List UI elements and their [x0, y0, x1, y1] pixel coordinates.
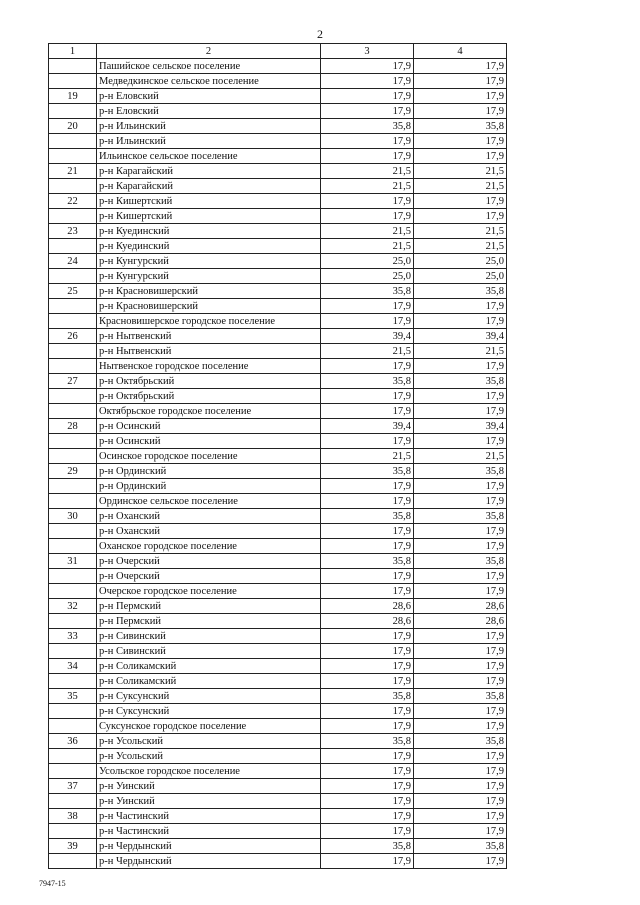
- table-row: [49, 254, 507, 269]
- row-col4-cell: 17,9: [414, 719, 507, 734]
- row-col3-cell: 17,9: [321, 104, 414, 119]
- row-col3-cell: 35,8: [321, 119, 414, 134]
- row-col4-cell: 35,8: [414, 284, 507, 299]
- row-number-cell: 26: [49, 329, 97, 344]
- row-col4-cell: 21,5: [414, 449, 507, 464]
- row-name-cell: р-н Красновишерский: [97, 284, 321, 299]
- row-number-cell: [49, 479, 97, 494]
- row-col4-cell: 17,9: [414, 359, 507, 374]
- row-col4-cell: 17,9: [414, 494, 507, 509]
- table-row: [49, 629, 507, 644]
- table-row: [49, 509, 507, 524]
- row-name-cell: Пашийское сельское поселение: [97, 59, 321, 74]
- row-number-cell: [49, 104, 97, 119]
- row-col4-cell: 17,9: [414, 794, 507, 809]
- row-name-cell: р-н Карагайский: [97, 164, 321, 179]
- row-name-cell: р-н Очерский: [97, 569, 321, 584]
- row-col3-cell: 25,0: [321, 254, 414, 269]
- table-row: [49, 329, 507, 344]
- table-row: [49, 434, 507, 449]
- row-number-cell: 23: [49, 224, 97, 239]
- row-number-cell: [49, 389, 97, 404]
- row-col3-cell: 21,5: [321, 239, 414, 254]
- row-name-cell: р-н Очерский: [97, 554, 321, 569]
- row-col3-cell: 17,9: [321, 584, 414, 599]
- row-col3-cell: 17,9: [321, 569, 414, 584]
- row-number-cell: [49, 59, 97, 74]
- row-col3-cell: 17,9: [321, 74, 414, 89]
- row-col4-cell: 17,9: [414, 629, 507, 644]
- row-name-cell: р-н Оханский: [97, 509, 321, 524]
- row-col4-cell: 21,5: [414, 344, 507, 359]
- row-name-cell: Суксунское городское поселение: [97, 719, 321, 734]
- row-number-cell: [49, 269, 97, 284]
- row-col3-cell: 28,6: [321, 614, 414, 629]
- row-col4-cell: 17,9: [414, 104, 507, 119]
- row-number-cell: 32: [49, 599, 97, 614]
- row-name-cell: р-н Нытвенский: [97, 329, 321, 344]
- row-name-cell: Очерское городское поселение: [97, 584, 321, 599]
- row-number-cell: [49, 404, 97, 419]
- row-name-cell: р-н Еловский: [97, 89, 321, 104]
- table-body: [49, 44, 507, 869]
- table-row: [49, 464, 507, 479]
- row-col4-cell: 35,8: [414, 509, 507, 524]
- row-name-cell: Октябрьское городское поселение: [97, 404, 321, 419]
- row-col4-cell: 17,9: [414, 434, 507, 449]
- table-row: [49, 209, 507, 224]
- row-name-cell: р-н Октябрьский: [97, 389, 321, 404]
- row-col4-cell: 21,5: [414, 224, 507, 239]
- row-col3-cell: 17,9: [321, 794, 414, 809]
- table-row: [49, 554, 507, 569]
- table-row: [49, 194, 507, 209]
- row-col4-cell: 17,9: [414, 209, 507, 224]
- row-col4-cell: 28,6: [414, 614, 507, 629]
- table-row: [49, 449, 507, 464]
- row-col3-cell: 17,9: [321, 524, 414, 539]
- row-col4-cell: 17,9: [414, 659, 507, 674]
- row-number-cell: 37: [49, 779, 97, 794]
- page-number: 2: [317, 27, 323, 41]
- row-number-cell: 21: [49, 164, 97, 179]
- row-number-cell: 19: [49, 89, 97, 104]
- row-col3-cell: 17,9: [321, 479, 414, 494]
- table-row: [49, 374, 507, 389]
- row-number-cell: [49, 644, 97, 659]
- row-name-cell: р-н Оханский: [97, 524, 321, 539]
- row-name-cell: р-н Сивинский: [97, 629, 321, 644]
- row-number-cell: [49, 584, 97, 599]
- row-name-cell: р-н Соликамский: [97, 659, 321, 674]
- row-col3-cell: 21,5: [321, 164, 414, 179]
- row-name-cell: р-н Ординский: [97, 479, 321, 494]
- row-number-cell: 33: [49, 629, 97, 644]
- row-number-cell: [49, 494, 97, 509]
- row-number-cell: [49, 614, 97, 629]
- row-col4-cell: 35,8: [414, 734, 507, 749]
- table-row: [49, 854, 507, 869]
- row-col4-cell: 35,8: [414, 464, 507, 479]
- row-name-cell: р-н Частинский: [97, 824, 321, 839]
- row-name-cell: Нытвенское городское поселение: [97, 359, 321, 374]
- row-col3-cell: 39,4: [321, 329, 414, 344]
- row-col3-cell: 28,6: [321, 599, 414, 614]
- row-number-cell: 25: [49, 284, 97, 299]
- row-name-cell: р-н Уинский: [97, 794, 321, 809]
- row-number-cell: [49, 299, 97, 314]
- row-number-cell: [49, 149, 97, 164]
- row-number-cell: [49, 569, 97, 584]
- table-row: [49, 704, 507, 719]
- row-col4-cell: 21,5: [414, 164, 507, 179]
- row-number-cell: 20: [49, 119, 97, 134]
- table-row: [49, 314, 507, 329]
- table-row: [49, 224, 507, 239]
- row-number-cell: [49, 719, 97, 734]
- row-name-cell: р-н Соликамский: [97, 674, 321, 689]
- row-col4-cell: 17,9: [414, 299, 507, 314]
- table-row: [49, 719, 507, 734]
- table-row: [49, 479, 507, 494]
- table-row: [49, 674, 507, 689]
- row-name-cell: р-н Кишертский: [97, 194, 321, 209]
- row-col3-cell: 39,4: [321, 419, 414, 434]
- row-col4-cell: 17,9: [414, 524, 507, 539]
- header-col-1: 1: [49, 44, 97, 59]
- row-name-cell: р-н Ильинский: [97, 134, 321, 149]
- row-col3-cell: 17,9: [321, 854, 414, 869]
- row-col4-cell: 21,5: [414, 179, 507, 194]
- row-col4-cell: 28,6: [414, 599, 507, 614]
- table-row: [49, 659, 507, 674]
- row-col3-cell: 17,9: [321, 764, 414, 779]
- row-number-cell: [49, 824, 97, 839]
- row-number-cell: [49, 854, 97, 869]
- row-name-cell: р-н Чердынский: [97, 854, 321, 869]
- row-number-cell: [49, 344, 97, 359]
- row-col4-cell: 17,9: [414, 539, 507, 554]
- row-number-cell: [49, 239, 97, 254]
- row-col3-cell: 17,9: [321, 644, 414, 659]
- table-row: [49, 824, 507, 839]
- table-row: [49, 389, 507, 404]
- row-col3-cell: 17,9: [321, 824, 414, 839]
- row-col3-cell: 17,9: [321, 719, 414, 734]
- row-name-cell: р-н Усольский: [97, 749, 321, 764]
- row-name-cell: р-н Пермский: [97, 599, 321, 614]
- table-row: [49, 644, 507, 659]
- row-name-cell: р-н Кишертский: [97, 209, 321, 224]
- table-row: [49, 794, 507, 809]
- row-col3-cell: 17,9: [321, 749, 414, 764]
- table-row: [49, 599, 507, 614]
- table-header-row: [49, 44, 507, 59]
- row-number-cell: [49, 434, 97, 449]
- row-number-cell: [49, 74, 97, 89]
- row-name-cell: Медведкинское сельское поселение: [97, 74, 321, 89]
- row-number-cell: [49, 134, 97, 149]
- row-name-cell: р-н Кунгурский: [97, 254, 321, 269]
- row-name-cell: р-н Нытвенский: [97, 344, 321, 359]
- table-row: [49, 359, 507, 374]
- row-col3-cell: 17,9: [321, 359, 414, 374]
- row-col3-cell: 21,5: [321, 179, 414, 194]
- table-row: [49, 539, 507, 554]
- row-name-cell: р-н Суксунский: [97, 704, 321, 719]
- row-number-cell: 24: [49, 254, 97, 269]
- row-number-cell: [49, 674, 97, 689]
- row-col3-cell: 17,9: [321, 134, 414, 149]
- row-col3-cell: 21,5: [321, 449, 414, 464]
- row-col3-cell: 17,9: [321, 779, 414, 794]
- row-col4-cell: 17,9: [414, 809, 507, 824]
- table-row: [49, 344, 507, 359]
- row-name-cell: р-н Уинский: [97, 779, 321, 794]
- header-col-2: 2: [97, 44, 321, 59]
- row-number-cell: [49, 179, 97, 194]
- table-row: [49, 89, 507, 104]
- row-col3-cell: 21,5: [321, 224, 414, 239]
- row-number-cell: [49, 794, 97, 809]
- row-number-cell: 30: [49, 509, 97, 524]
- row-number-cell: 36: [49, 734, 97, 749]
- row-name-cell: Осинское городское поселение: [97, 449, 321, 464]
- row-col3-cell: 35,8: [321, 374, 414, 389]
- row-name-cell: р-н Частинский: [97, 809, 321, 824]
- row-name-cell: р-н Красновишерский: [97, 299, 321, 314]
- table-row: [49, 74, 507, 89]
- row-col3-cell: 17,9: [321, 404, 414, 419]
- row-name-cell: Ильинское сельское поселение: [97, 149, 321, 164]
- row-col3-cell: 17,9: [321, 704, 414, 719]
- row-col3-cell: 35,8: [321, 734, 414, 749]
- table-row: [49, 164, 507, 179]
- table-row: [49, 734, 507, 749]
- row-number-cell: 31: [49, 554, 97, 569]
- row-col4-cell: 17,9: [414, 779, 507, 794]
- table-row: [49, 104, 507, 119]
- row-col4-cell: 17,9: [414, 704, 507, 719]
- table-row: [49, 749, 507, 764]
- row-name-cell: р-н Усольский: [97, 734, 321, 749]
- row-col4-cell: 17,9: [414, 569, 507, 584]
- row-col3-cell: 17,9: [321, 434, 414, 449]
- row-col4-cell: 25,0: [414, 269, 507, 284]
- row-col4-cell: 21,5: [414, 239, 507, 254]
- row-number-cell: [49, 524, 97, 539]
- row-col3-cell: 17,9: [321, 209, 414, 224]
- row-col4-cell: 17,9: [414, 644, 507, 659]
- row-number-cell: [49, 764, 97, 779]
- table-row: [49, 299, 507, 314]
- row-col4-cell: 17,9: [414, 194, 507, 209]
- row-number-cell: 29: [49, 464, 97, 479]
- table-row: [49, 134, 507, 149]
- row-col3-cell: 17,9: [321, 494, 414, 509]
- row-col4-cell: 39,4: [414, 329, 507, 344]
- row-col4-cell: 17,9: [414, 74, 507, 89]
- row-col4-cell: 17,9: [414, 404, 507, 419]
- row-col3-cell: 35,8: [321, 689, 414, 704]
- table-row: [49, 764, 507, 779]
- row-col4-cell: 17,9: [414, 89, 507, 104]
- table-row: [49, 59, 507, 74]
- row-col3-cell: 35,8: [321, 839, 414, 854]
- row-number-cell: 27: [49, 374, 97, 389]
- row-number-cell: 39: [49, 839, 97, 854]
- row-col3-cell: 17,9: [321, 314, 414, 329]
- row-col4-cell: 17,9: [414, 764, 507, 779]
- row-col3-cell: 17,9: [321, 389, 414, 404]
- row-col4-cell: 17,9: [414, 134, 507, 149]
- table-row: [49, 839, 507, 854]
- table-row: [49, 284, 507, 299]
- row-number-cell: [49, 314, 97, 329]
- row-col4-cell: 17,9: [414, 584, 507, 599]
- table-row: [49, 404, 507, 419]
- row-number-cell: [49, 359, 97, 374]
- table-row: [49, 419, 507, 434]
- row-name-cell: р-н Чердынский: [97, 839, 321, 854]
- row-col4-cell: 17,9: [414, 149, 507, 164]
- row-number-cell: 38: [49, 809, 97, 824]
- row-col3-cell: 25,0: [321, 269, 414, 284]
- table-row: [49, 119, 507, 134]
- row-name-cell: р-н Сивинский: [97, 644, 321, 659]
- row-col3-cell: 17,9: [321, 809, 414, 824]
- row-col4-cell: 17,9: [414, 59, 507, 74]
- row-number-cell: 28: [49, 419, 97, 434]
- row-number-cell: [49, 449, 97, 464]
- row-number-cell: [49, 209, 97, 224]
- table-row: [49, 179, 507, 194]
- row-name-cell: р-н Карагайский: [97, 179, 321, 194]
- row-name-cell: Ординское сельское поселение: [97, 494, 321, 509]
- row-col4-cell: 17,9: [414, 749, 507, 764]
- row-col3-cell: 35,8: [321, 464, 414, 479]
- row-name-cell: Оханское городское поселение: [97, 539, 321, 554]
- row-col4-cell: 25,0: [414, 254, 507, 269]
- row-name-cell: р-н Октябрьский: [97, 374, 321, 389]
- row-col3-cell: 17,9: [321, 59, 414, 74]
- row-col3-cell: 21,5: [321, 344, 414, 359]
- table-row: [49, 614, 507, 629]
- table-row: [49, 569, 507, 584]
- row-name-cell: р-н Суксунский: [97, 689, 321, 704]
- row-name-cell: р-н Ильинский: [97, 119, 321, 134]
- header-col-3: 3: [321, 44, 414, 59]
- row-col3-cell: 35,8: [321, 509, 414, 524]
- row-col4-cell: 35,8: [414, 839, 507, 854]
- table-row: [49, 809, 507, 824]
- row-col3-cell: 17,9: [321, 194, 414, 209]
- row-col4-cell: 17,9: [414, 824, 507, 839]
- table-row: [49, 149, 507, 164]
- row-col4-cell: 17,9: [414, 314, 507, 329]
- row-col4-cell: 17,9: [414, 674, 507, 689]
- row-col3-cell: 17,9: [321, 674, 414, 689]
- row-number-cell: [49, 749, 97, 764]
- row-col3-cell: 17,9: [321, 629, 414, 644]
- row-col3-cell: 17,9: [321, 149, 414, 164]
- row-col3-cell: 17,9: [321, 299, 414, 314]
- row-col3-cell: 35,8: [321, 554, 414, 569]
- row-col3-cell: 17,9: [321, 89, 414, 104]
- table-row: [49, 689, 507, 704]
- footer-code: 7947-15: [39, 879, 66, 888]
- row-name-cell: р-н Куединский: [97, 239, 321, 254]
- row-col4-cell: 35,8: [414, 374, 507, 389]
- row-number-cell: 35: [49, 689, 97, 704]
- table-row: [49, 269, 507, 284]
- row-name-cell: р-н Кунгурский: [97, 269, 321, 284]
- row-name-cell: р-н Осинский: [97, 419, 321, 434]
- table-row: [49, 584, 507, 599]
- table-row: [49, 494, 507, 509]
- row-col4-cell: 17,9: [414, 479, 507, 494]
- row-col3-cell: 17,9: [321, 539, 414, 554]
- table-row: [49, 524, 507, 539]
- row-name-cell: Красновишерское городское поселение: [97, 314, 321, 329]
- row-name-cell: Усольское городское поселение: [97, 764, 321, 779]
- table-row: [49, 779, 507, 794]
- header-col-4: 4: [414, 44, 507, 59]
- row-name-cell: р-н Куединский: [97, 224, 321, 239]
- row-number-cell: 22: [49, 194, 97, 209]
- row-number-cell: [49, 704, 97, 719]
- row-col3-cell: 17,9: [321, 659, 414, 674]
- row-col4-cell: 35,8: [414, 689, 507, 704]
- row-col4-cell: 39,4: [414, 419, 507, 434]
- table-row: [49, 239, 507, 254]
- row-number-cell: 34: [49, 659, 97, 674]
- row-name-cell: р-н Еловский: [97, 104, 321, 119]
- row-name-cell: р-н Ординский: [97, 464, 321, 479]
- data-table: [48, 43, 507, 869]
- row-col3-cell: 35,8: [321, 284, 414, 299]
- row-name-cell: р-н Осинский: [97, 434, 321, 449]
- row-col4-cell: 17,9: [414, 389, 507, 404]
- row-col4-cell: 35,8: [414, 554, 507, 569]
- row-col4-cell: 35,8: [414, 119, 507, 134]
- row-name-cell: р-н Пермский: [97, 614, 321, 629]
- row-col4-cell: 17,9: [414, 854, 507, 869]
- row-number-cell: [49, 539, 97, 554]
